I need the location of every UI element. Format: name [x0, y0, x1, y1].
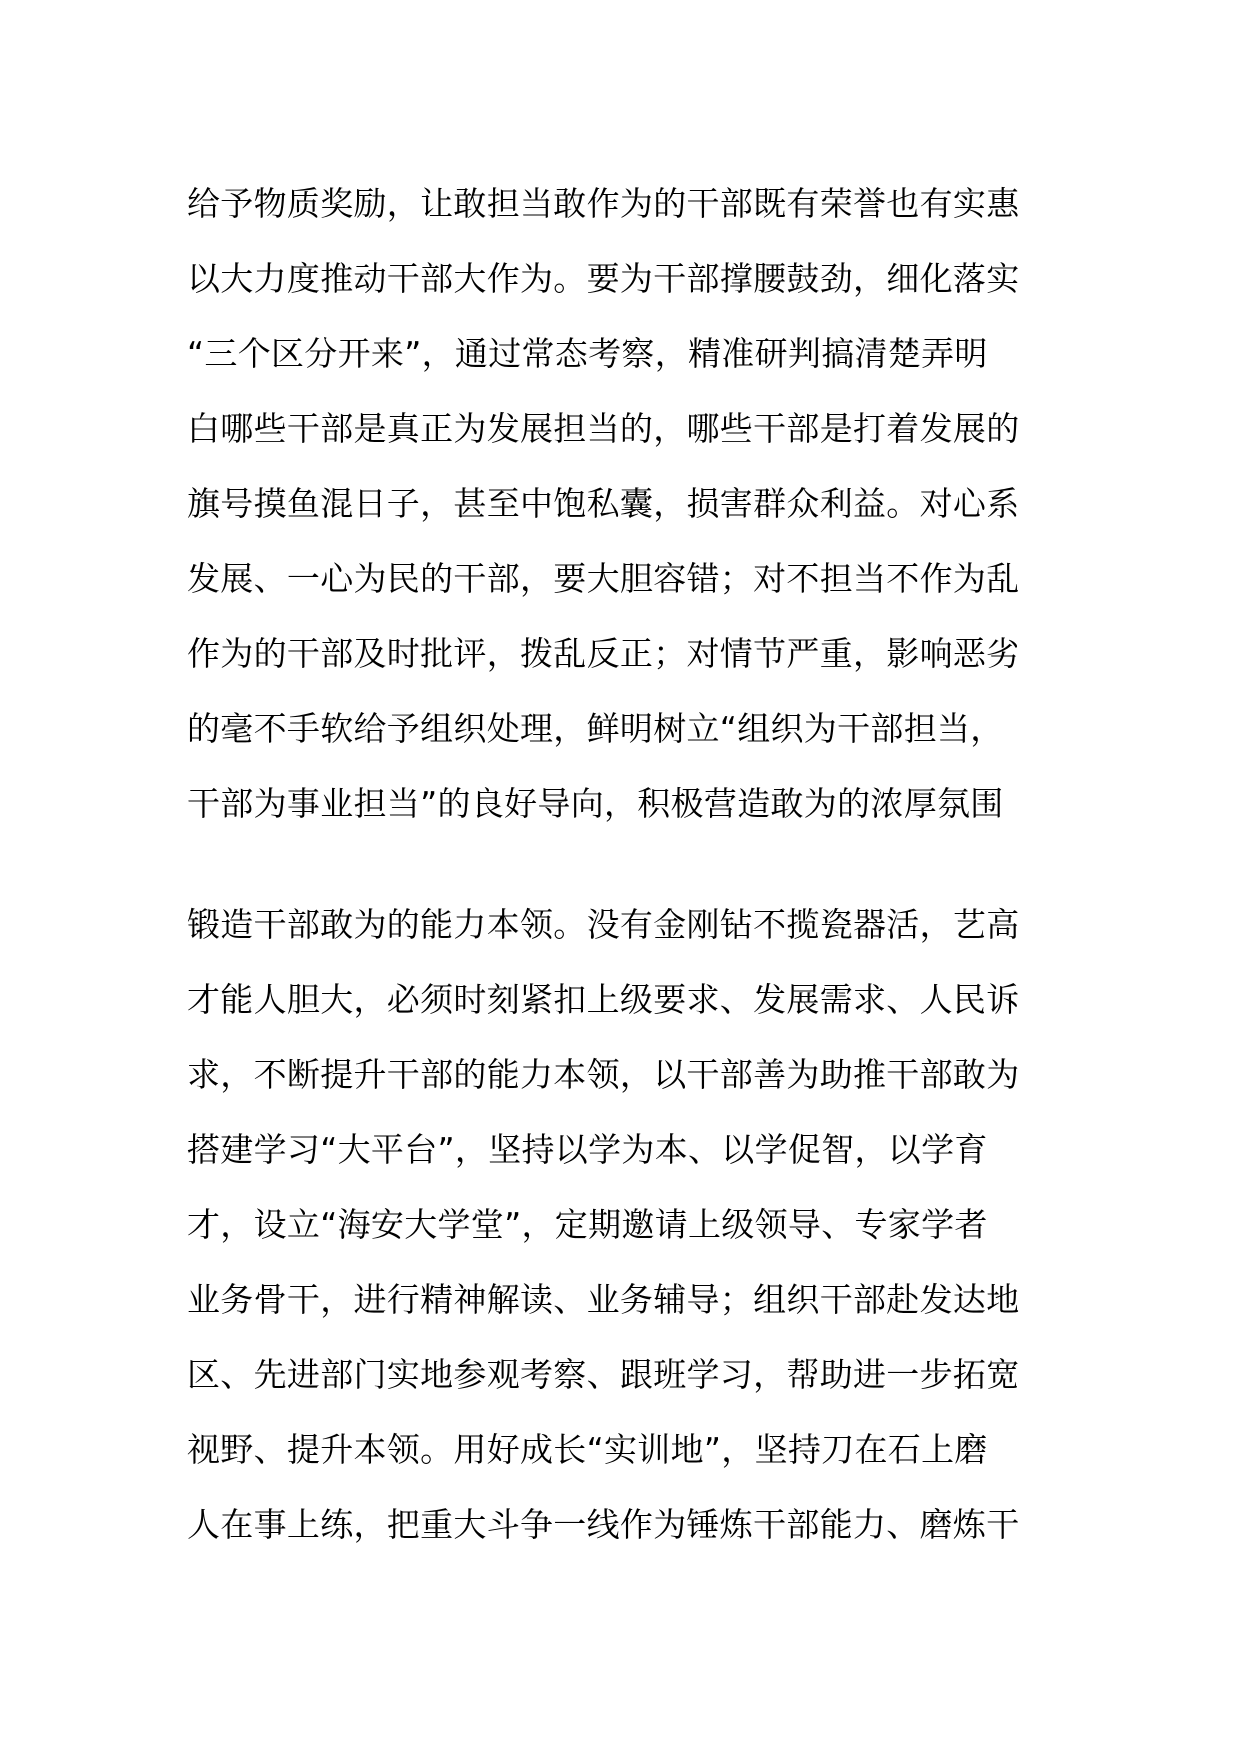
text-line: “三个区分开来”，通过常态考察，精准研判搞清楚弄明 — [187, 334, 988, 373]
text-line: 视野、提升本领。用好成长“实训地”，坚持刀在石上磨 — [187, 1430, 988, 1469]
text-line: 作为的干部及时批评，拨乱反正；对情节严重，影响恶劣 — [187, 634, 1020, 673]
paragraph-2 — [187, 887, 1067, 1562]
text-line: 才能人胆大，必须时刻紧扣上级要求、发展需求、人民诉 — [187, 980, 1020, 1019]
text-line: 锻造干部敢为的能力本领。没有金刚钻不揽瓷器活，艺高 — [187, 905, 1020, 944]
text-line: 的毫不手软给予组织处理，鲜明树立“组织为干部担当， — [187, 709, 1004, 748]
text-line: 搭建学习“大平台”，坚持以学为本、以学促智，以学育 — [187, 1130, 988, 1169]
text-line: 白哪些干部是真正为发展担当的，哪些干部是打着发展的 — [187, 409, 1020, 448]
paragraph-1 — [187, 166, 1067, 841]
text-line: 区、先进部门实地参观考察、跟班学习，帮助进一步拓宽 — [187, 1355, 1020, 1394]
text-line: 才，设立“海安大学堂”，定期邀请上级领导、专家学者 — [187, 1205, 988, 1244]
text-line: 人在事上练，把重大斗争一线作为锤炼干部能力、磨炼干 — [187, 1505, 1020, 1544]
text-line: 业务骨干，进行精神解读、业务辅导；组织干部赴发达地 — [187, 1280, 1020, 1319]
text-line: 干部为事业担当”的良好导向，积极营造敢为的浓厚氛围 — [187, 784, 1004, 823]
text-line: 求，不断提升干部的能力本领，以干部善为助推干部敢为 — [187, 1055, 1020, 1094]
text-line: 给予物质奖励，让敢担当敢作为的干部既有荣誉也有实惠 — [187, 184, 1020, 223]
text-line: 以大力度推动干部大作为。要为干部撑腰鼓劲，细化落实 — [187, 259, 1020, 298]
text-line: 旗号摸鱼混日子，甚至中饱私囊，损害群众利益。对心系 — [187, 484, 1020, 523]
text-line: 发展、一心为民的干部，要大胆容错；对不担当不作为乱 — [187, 559, 1020, 598]
